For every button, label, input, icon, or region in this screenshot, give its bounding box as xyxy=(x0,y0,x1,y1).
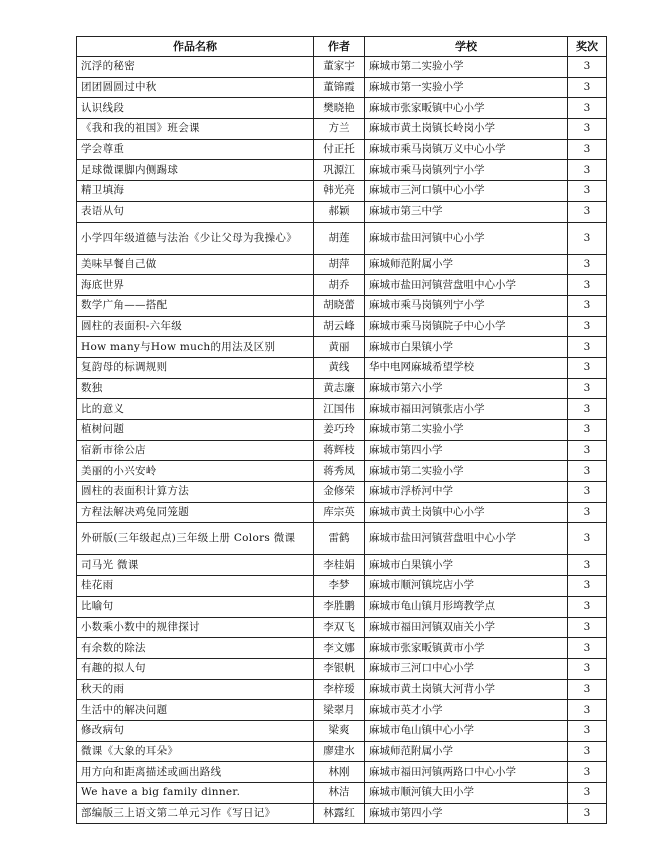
cell-author: 胡云峰 xyxy=(314,316,365,337)
cell-award: 3 xyxy=(568,160,607,181)
cell-author: 梁爽 xyxy=(314,720,365,741)
cell-school: 麻城市乘马岗镇万义中心小学 xyxy=(365,139,568,160)
cell-title: 司马光 微课 xyxy=(77,555,314,576)
table-row xyxy=(77,337,607,358)
header-title: 作品名称 xyxy=(77,37,314,57)
cell-school: 麻城市张家畈镇黄市小学 xyxy=(365,638,568,659)
cell-title: 植树问题 xyxy=(77,420,314,441)
table-row xyxy=(77,741,607,762)
cell-award: 3 xyxy=(568,295,607,316)
cell-award: 3 xyxy=(568,803,607,824)
cell-author: 黄丽 xyxy=(314,337,365,358)
cell-award: 3 xyxy=(568,502,607,523)
cell-title: How many与How much的用法及区别 xyxy=(77,337,314,358)
cell-author: 郝颖 xyxy=(314,201,365,222)
cell-school: 麻城市第六小学 xyxy=(365,378,568,399)
cell-award: 3 xyxy=(568,700,607,721)
cell-title: 学会尊重 xyxy=(77,139,314,160)
cell-author: 李胜鹏 xyxy=(314,596,365,617)
cell-school: 麻城市白果镇小学 xyxy=(365,337,568,358)
cell-author: 胡萍 xyxy=(314,254,365,275)
cell-school: 麻城市福田河镇双庙关小学 xyxy=(365,617,568,638)
cell-school: 麻城市浮桥河中学 xyxy=(365,482,568,503)
table-row xyxy=(77,803,607,824)
cell-title: 宿新市徐公店 xyxy=(77,440,314,461)
cell-award: 3 xyxy=(568,523,607,555)
cell-title: 小学四年级道德与法治《少让父母为我操心》 xyxy=(77,222,314,254)
table-row xyxy=(77,119,607,140)
table-row xyxy=(77,596,607,617)
cell-title: 有余数的除法 xyxy=(77,638,314,659)
cell-school: 麻城市盐田河镇营盘咀中心小学 xyxy=(365,275,568,296)
cell-author: 蒋辉枝 xyxy=(314,440,365,461)
table-row xyxy=(77,783,607,804)
cell-school: 麻城市英才小学 xyxy=(365,700,568,721)
cell-title: 美味早餐自己做 xyxy=(77,254,314,275)
cell-award: 3 xyxy=(568,222,607,254)
cell-author: 黄志廉 xyxy=(314,378,365,399)
table-row xyxy=(77,57,607,78)
cell-title: 比喻句 xyxy=(77,596,314,617)
table-row xyxy=(77,658,607,679)
table-row xyxy=(77,139,607,160)
cell-title: 认识线段 xyxy=(77,98,314,119)
cell-author: 黄线 xyxy=(314,357,365,378)
cell-title: 修改病句 xyxy=(77,720,314,741)
cell-author: 廖建水 xyxy=(314,741,365,762)
cell-school: 麻城市盐田河镇中心小学 xyxy=(365,222,568,254)
cell-author: 胡晓蕾 xyxy=(314,295,365,316)
cell-title: 比的意义 xyxy=(77,399,314,420)
cell-school: 麻城市三河口中心小学 xyxy=(365,658,568,679)
cell-school: 麻城师范附属小学 xyxy=(365,254,568,275)
header-author: 作者 xyxy=(314,37,365,57)
cell-award: 3 xyxy=(568,420,607,441)
table-row xyxy=(77,420,607,441)
table-row xyxy=(77,461,607,482)
cell-school: 麻城市张家畈镇中心小学 xyxy=(365,98,568,119)
cell-award: 3 xyxy=(568,201,607,222)
cell-award: 3 xyxy=(568,357,607,378)
cell-award: 3 xyxy=(568,720,607,741)
table-row xyxy=(77,357,607,378)
cell-school: 麻城市第四小学 xyxy=(365,440,568,461)
cell-award: 3 xyxy=(568,440,607,461)
table-row xyxy=(77,254,607,275)
cell-title: 圆柱的表面积计算方法 xyxy=(77,482,314,503)
table-row xyxy=(77,762,607,783)
cell-school: 麻城市第二实验小学 xyxy=(365,420,568,441)
cell-author: 林刚 xyxy=(314,762,365,783)
header-school: 学校 xyxy=(365,37,568,57)
cell-school: 麻城市乘马岗镇列宁小学 xyxy=(365,160,568,181)
cell-title: 复韵母的标调规则 xyxy=(77,357,314,378)
table-row xyxy=(77,98,607,119)
cell-title: 足球微课脚内侧踢球 xyxy=(77,160,314,181)
cell-award: 3 xyxy=(568,275,607,296)
cell-award: 3 xyxy=(568,399,607,420)
header-row xyxy=(77,37,607,57)
cell-school: 麻城市龟山镇中心小学 xyxy=(365,720,568,741)
cell-author: 韩光亮 xyxy=(314,181,365,202)
cell-author: 李文娜 xyxy=(314,638,365,659)
table-row xyxy=(77,555,607,576)
cell-title: 有趣的拟人句 xyxy=(77,658,314,679)
cell-award: 3 xyxy=(568,139,607,160)
cell-school: 麻城市黄土岗镇长岭岗小学 xyxy=(365,119,568,140)
cell-award: 3 xyxy=(568,576,607,597)
cell-author: 胡莲 xyxy=(314,222,365,254)
cell-title: 部编版三上语文第二单元习作《写日记》 xyxy=(77,803,314,824)
cell-title: 表语从句 xyxy=(77,201,314,222)
table-row xyxy=(77,523,607,555)
cell-title: 方程法解决鸡兔同笼题 xyxy=(77,502,314,523)
table-row xyxy=(77,502,607,523)
cell-school: 麻城市第四小学 xyxy=(365,803,568,824)
cell-author: 方兰 xyxy=(314,119,365,140)
table-row xyxy=(77,378,607,399)
table-row xyxy=(77,576,607,597)
cell-school: 麻城市福田河镇两路口中心小学 xyxy=(365,762,568,783)
cell-school: 麻城市福田河镇张店小学 xyxy=(365,399,568,420)
cell-school: 麻城市顺河镇大田小学 xyxy=(365,783,568,804)
cell-award: 3 xyxy=(568,596,607,617)
cell-award: 3 xyxy=(568,762,607,783)
table-row xyxy=(77,181,607,202)
cell-award: 3 xyxy=(568,378,607,399)
cell-author: 樊晓艳 xyxy=(314,98,365,119)
cell-title: 沉浮的秘密 xyxy=(77,57,314,78)
cell-author: 江国伟 xyxy=(314,399,365,420)
cell-author: 库宗英 xyxy=(314,502,365,523)
cell-author: 蒋秀凤 xyxy=(314,461,365,482)
cell-award: 3 xyxy=(568,119,607,140)
cell-author: 金修荣 xyxy=(314,482,365,503)
cell-school: 麻城市乘马岗镇列宁小学 xyxy=(365,295,568,316)
table-row xyxy=(77,77,607,98)
cell-title: We have a big family dinner. xyxy=(77,783,314,804)
table-row xyxy=(77,617,607,638)
cell-author: 李桂娟 xyxy=(314,555,365,576)
cell-award: 3 xyxy=(568,254,607,275)
cell-author: 李梓瑷 xyxy=(314,679,365,700)
table-row xyxy=(77,201,607,222)
cell-author: 林洁 xyxy=(314,783,365,804)
cell-award: 3 xyxy=(568,638,607,659)
cell-award: 3 xyxy=(568,658,607,679)
cell-school: 麻城市盐田河镇营盘咀中心小学 xyxy=(365,523,568,555)
cell-title: 微课《大象的耳朵》 xyxy=(77,741,314,762)
table-row xyxy=(77,399,607,420)
cell-award: 3 xyxy=(568,679,607,700)
cell-school: 麻城师范附属小学 xyxy=(365,741,568,762)
table-row xyxy=(77,700,607,721)
cell-title: 数独 xyxy=(77,378,314,399)
cell-school: 麻城市第三中学 xyxy=(365,201,568,222)
cell-title: 团团圆圆过中秋 xyxy=(77,77,314,98)
table-row xyxy=(77,316,607,337)
table-row xyxy=(77,222,607,254)
cell-school: 麻城市第二实验小学 xyxy=(365,461,568,482)
cell-author: 林露红 xyxy=(314,803,365,824)
cell-author: 李银帆 xyxy=(314,658,365,679)
cell-title: 《我和我的祖国》班会课 xyxy=(77,119,314,140)
cell-award: 3 xyxy=(568,783,607,804)
cell-award: 3 xyxy=(568,57,607,78)
table-body xyxy=(77,57,607,824)
cell-school: 麻城市顺河镇垸店小学 xyxy=(365,576,568,597)
table-row xyxy=(77,160,607,181)
cell-author: 李双飞 xyxy=(314,617,365,638)
cell-school: 麻城市第二实验小学 xyxy=(365,57,568,78)
cell-school: 麻城市黄土岗镇中心小学 xyxy=(365,502,568,523)
cell-award: 3 xyxy=(568,482,607,503)
table-row xyxy=(77,275,607,296)
table-row xyxy=(77,295,607,316)
cell-title: 数学广角——搭配 xyxy=(77,295,314,316)
table-row xyxy=(77,638,607,659)
cell-title: 用方向和距离描述或画出路线 xyxy=(77,762,314,783)
cell-school: 麻城市黄土岗镇大河背小学 xyxy=(365,679,568,700)
cell-author: 董家宇 xyxy=(314,57,365,78)
cell-title: 生活中的解决问题 xyxy=(77,700,314,721)
cell-author: 雷鹤 xyxy=(314,523,365,555)
cell-author: 李梦 xyxy=(314,576,365,597)
cell-school: 麻城市三河口镇中心小学 xyxy=(365,181,568,202)
header-award: 奖次 xyxy=(568,37,607,57)
award-table xyxy=(76,36,607,824)
cell-title: 桂花雨 xyxy=(77,576,314,597)
table-row xyxy=(77,482,607,503)
cell-award: 3 xyxy=(568,741,607,762)
cell-author: 梁翠月 xyxy=(314,700,365,721)
cell-award: 3 xyxy=(568,617,607,638)
cell-award: 3 xyxy=(568,461,607,482)
cell-author: 付正托 xyxy=(314,139,365,160)
cell-title: 精卫填海 xyxy=(77,181,314,202)
cell-title: 美丽的小兴安岭 xyxy=(77,461,314,482)
cell-award: 3 xyxy=(568,337,607,358)
cell-school: 麻城市龟山镇月形塆教学点 xyxy=(365,596,568,617)
cell-author: 巩源江 xyxy=(314,160,365,181)
cell-author: 董锦霞 xyxy=(314,77,365,98)
cell-title: 小数乘小数中的规律探讨 xyxy=(77,617,314,638)
table-row xyxy=(77,720,607,741)
cell-award: 3 xyxy=(568,98,607,119)
cell-award: 3 xyxy=(568,316,607,337)
table-row xyxy=(77,440,607,461)
cell-award: 3 xyxy=(568,77,607,98)
cell-award: 3 xyxy=(568,555,607,576)
cell-title: 圆柱的表面积-六年级 xyxy=(77,316,314,337)
cell-title: 外研版(三年级起点)三年级上册 Colors 微课 xyxy=(77,523,314,555)
cell-author: 胡乔 xyxy=(314,275,365,296)
cell-title: 海底世界 xyxy=(77,275,314,296)
table-row xyxy=(77,679,607,700)
cell-author: 姜巧玲 xyxy=(314,420,365,441)
cell-school: 华中电网麻城希望学校 xyxy=(365,357,568,378)
cell-award: 3 xyxy=(568,181,607,202)
cell-school: 麻城市乘马岗镇院子中心小学 xyxy=(365,316,568,337)
cell-school: 麻城市第一实验小学 xyxy=(365,77,568,98)
cell-title: 秋天的雨 xyxy=(77,679,314,700)
cell-school: 麻城市白果镇小学 xyxy=(365,555,568,576)
